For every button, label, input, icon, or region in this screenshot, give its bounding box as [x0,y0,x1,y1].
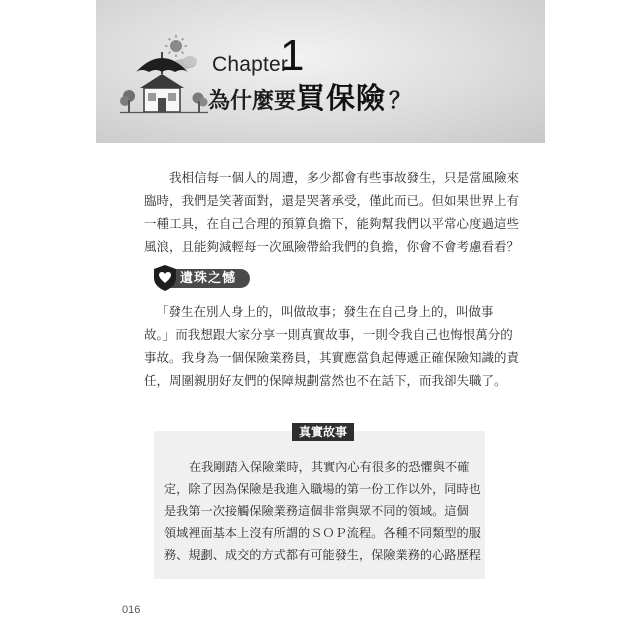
title-emphasis: 買保險 [296,81,387,115]
story-line: 領域裡面基本上沒有所謂的ＳＯＰ流程。各種不同類型的服 [164,526,481,540]
regret-paragraph [144,300,520,392]
story-line: 定，除了因為保險是我進入職場的第一份工作以外，同時也 [164,482,481,496]
paragraph-line: 一種工具，在自己合理的預算負擔下，能夠幫我們以平常心度過這些 [144,216,520,231]
story-line: 是我第一次接觸保險業務這個非常與眾不同的領域。這個 [164,504,469,518]
paragraph-line: 風浪，且能夠減輕每一次風險帶給我們的負擔，你會不會考慮看看？ [144,239,520,254]
book-page [96,0,545,640]
title-prefix: 為什麼要 [208,89,297,114]
chapter-title [208,81,412,115]
story-line: 務、規劃、成交的方式都有可能發生，保險業務的心路歷程 [164,548,481,562]
paragraph-line: 臨時，我們是笑著面對，還是哭著承受，僅此而已。但如果世界上有 [144,193,520,208]
title-suffix: ？ [389,89,412,114]
paragraph-line: 事故。我身為一個保險業務員，其實應當負起傳遞正確保險知識的責 [144,350,520,365]
regret-badge-label: 遺珠之憾 [168,269,250,288]
page-number: 016 [122,604,141,616]
chapter-header [96,0,545,143]
story-text [164,456,481,566]
umbrella-house-icon [118,34,210,116]
intro-paragraph [144,166,520,258]
paragraph-line: 故。」而我想跟大家分享一則真實故事，一則令我自己也悔恨萬分的 [144,327,513,342]
paragraph-line: 「發生在別人身上的，叫做故事；發生在自己身上的，叫做事 [156,304,494,319]
heart-shield-icon [154,265,176,291]
paragraph-line: 任，周圍親朋好友們的保障規劃當然也不在話下，而我卻失職了。 [144,373,507,388]
chapter-number: 1 [280,31,305,80]
story-label: 真實故事 [292,423,354,441]
paragraph-line: 我相信每一個人的周遭，多少都會有些事故發生，只是當風險來 [169,170,520,185]
story-line: 在我剛踏入保險業時，其實內心有很多的恐懼與不確 [189,460,470,474]
chapter-word: Chapter [212,53,289,76]
